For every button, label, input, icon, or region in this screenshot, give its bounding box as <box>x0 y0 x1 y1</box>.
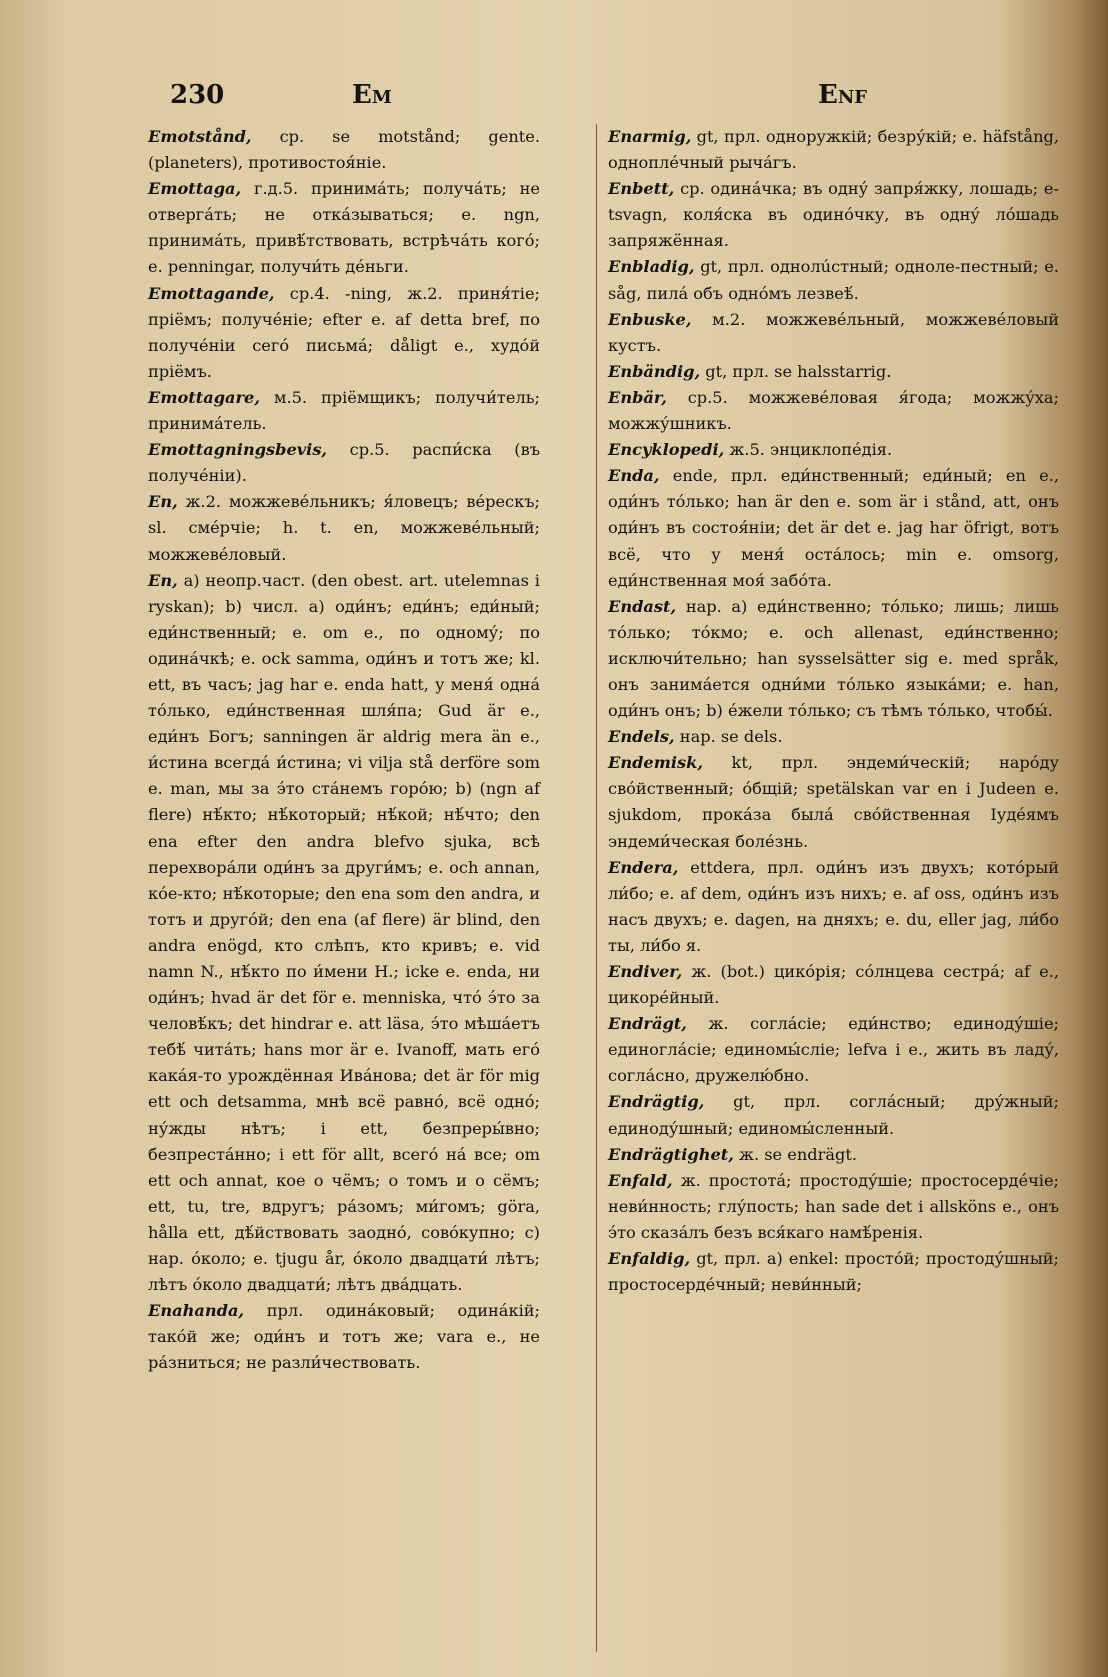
dictionary-entry <box>608 855 1059 959</box>
headword: Enda, <box>608 466 660 486</box>
headword: Enbär, <box>608 387 667 407</box>
dictionary-entry <box>608 385 1059 437</box>
headword: Enahanda, <box>148 1301 245 1321</box>
column-divider <box>596 124 597 1652</box>
entry-text: ettdera, прл. оди́нъ изъ двухъ; кото́рый ли́бо; e. af dem, оди́нъ изъ нихъ; e. af oss, оди́нъ изъ насъ двухъ; e. dagen, на дняхъ; e. du, eller jag, ли́бо ты, ли́бо я. <box>608 857 1059 955</box>
dictionary-entry <box>608 463 1059 593</box>
dictionary-entry <box>608 437 1059 463</box>
entry-text: gt, прл. se halsstarrig. <box>705 361 892 381</box>
headword: En, <box>148 570 178 590</box>
dictionary-entry <box>148 176 540 280</box>
dictionary-entry <box>608 594 1059 724</box>
entry-text: ср. se motstånd; gente. (planeters), противостоя́ніе. <box>148 127 540 173</box>
entry-text: ende, прл. еди́нственный; еди́ный; en e., оди́нъ то́лько; han är den e. som är i stånd, att, онъ оди́нъ въ состоя́ніи; det är det e. jag har öfrigt, вотъ всё, что у меня́ оста́лось; min e. omsorg, еди́нственная моя́ забо́та. <box>608 466 1059 590</box>
entry-text: м.2. можжевéльный, можжевéловый кустъ. <box>608 309 1059 355</box>
dictionary-entry <box>608 1142 1059 1168</box>
dictionary-entry <box>608 724 1059 750</box>
dictionary-entry <box>608 254 1059 306</box>
entry-text: ж. согла́сіе; еди́нство; единоду́шіе; единогла́сіе; единомы́сліе; lefva i e., жить въ ладу́, согла́сно, дружелю́бно. <box>608 1014 1059 1086</box>
headword: Endrägt, <box>608 1014 687 1034</box>
left-column <box>148 124 540 1377</box>
entry-text: a) неопр.част. (den obest. art. utelemnas i ryskan); b) числ. a) оди́нъ; еди́нъ; еди́ный; еди́нственный; e. om e., по одному́; по одина́чкѣ; e. ock samma, оди́нъ и тотъ же; kl. ett, въ часъ; jag har e. enda hatt, у меня́ одна́ то́лько, еди́нственная шля́па; Gud är e., еди́нъ Богъ; sanningen är aldrig mera än e., и́стина всегда́ и́стина; vi vilja stå derföre som e. man, мы за э́то ста́немъ горо́ю; b) (ngn af flere) нѣ́кто; нѣ́который; нѣ́кой; нѣ́что; den ena efter den andra blefvo sjuka, всѣ перехвора́ли оди́нъ за други́мъ; e. och annan, ко́е-кто; нѣ́которые; den ena som den andra, и тотъ и друго́й; den ena (af flere) är blind, den andra enögd, кто слѣпъ, кто кривъ; e. vid namn N., нѣ́кто по и́мени Н.; icke e. enda, ни оди́нъ; hvad är det för e. menniska, что́ э́то за человѣ́къ; det hindrar e. att läsa, э́то мѣша́етъ тебѣ́ чита́ть; hans mor är e. Ivanoff, мать его́ кака́я-то урождённая Ива́нова; det är för mig ett och detsamma, мнѣ всё равно́, всё одно́; ну́жды нѣтъ; i ett, безпреры́вно; безпреста́нно; i ett för allt, всего́ на́ все; om ett och annat, кое о чёмъ; о томъ и о сёмъ; ett, tu, tre, вдругъ; ра́зомъ; ми́гомъ; göra, hålla ett, дѣ́йствовать заодно́, сово́купно; c) нар. о́коло; e. tjugu år, о́коло двадцати́ лѣтъ; лѣтъ о́коло двадцати́; лѣтъ два́дцать. <box>148 570 540 1295</box>
entry-text: ж. простота́; простоду́шіе; простосерде́чіе; неви́нность; глу́пость; han sade det i allsköns e., онъ э́то сказа́лъ безъ вся́каго намѣ́ренія. <box>608 1170 1059 1242</box>
dictionary-entry <box>148 1298 540 1376</box>
entry-text: gt, прл. согла́сный; дру́жный; единоду́шный; единомы́сленный. <box>608 1092 1059 1138</box>
entry-text: ж.5. энциклопе́дія. <box>729 440 893 460</box>
dictionary-entry <box>148 281 540 385</box>
entry-text: ж.2. можжевéльникъ; я́ловецъ; вéрескъ; sl. смéрчіе; h. t. en, можжевéльный; можжевéловый. <box>148 492 540 564</box>
headword: Enbuske, <box>608 309 692 329</box>
headword: Emottagare, <box>148 387 260 407</box>
entry-text: г.д.5. принима́ть; получа́ть; не отверга́ть; не отка́зываться; e. ngn, принима́ть, привѣ́тствовать, встрѣча́ть кого́; e. penningar, получи́ть де́ньги. <box>148 179 541 277</box>
entry-text: ж. (bot.) цико́рія; со́лнцева сестра́; af e., цикоре́йный. <box>608 962 1059 1008</box>
left-guide-word: Em <box>352 80 392 110</box>
page-number: 230 <box>170 80 225 110</box>
dictionary-entry <box>608 959 1059 1011</box>
entry-text: gt, прл. a) enkel: просто́й; простоду́шный; простосерде́чный; неви́нный; <box>608 1249 1059 1295</box>
dictionary-entry <box>148 568 540 1299</box>
entry-text: kt, прл. эндеми́ческій; наро́ду сво́йственный; о́бщій; spetälskan var en i Judeen e. sjukdom, прока́за была́ сво́йственная Іуде́ямъ эндеми́ческая боле́знь. <box>608 753 1059 851</box>
headword: Enfaldig, <box>608 1249 691 1269</box>
headword: Emotstånd, <box>148 127 252 146</box>
page-header <box>160 70 1060 114</box>
entry-text: ж. se endrägt. <box>739 1144 858 1164</box>
entry-text: gt, прл. однолúстный; одноле-пестный; e. såg, пила́ объ одно́мъ лезвеѣ́. <box>608 257 1059 303</box>
headword: Enbett, <box>608 179 675 199</box>
headword: Enarmig, <box>608 127 692 146</box>
dictionary-entry <box>608 359 1059 385</box>
headword: Endemisk, <box>608 753 703 773</box>
entry-text: прл. одина́ковый; одина́кій; тако́й же; оди́нъ и тотъ же; vara e., не ра́зниться; не разли́чествовать. <box>148 1301 540 1373</box>
dictionary-entry <box>608 307 1059 359</box>
headword: Enbladig, <box>608 257 695 277</box>
headword: En, <box>148 492 178 512</box>
headword: Encyklopedi, <box>608 440 725 460</box>
headword: Endast, <box>608 596 677 616</box>
dictionary-entry <box>608 1089 1059 1141</box>
entry-text: gt, прл. одноружкій; безру́кій; e. häfstång, однопле́чный рыча́гъ. <box>608 127 1059 173</box>
headword: Emottaga, <box>148 179 242 199</box>
dictionary-entry <box>608 124 1059 176</box>
entry-text: нар. se dels. <box>679 727 783 747</box>
dictionary-entry <box>608 750 1059 854</box>
right-guide-word: Enf <box>818 80 868 110</box>
headword: Endels, <box>608 727 675 747</box>
headword: Endrägtighet, <box>608 1144 734 1164</box>
entry-text: нар. a) еди́нственно; то́лько; лишь; лишь то́лько; то́кмо; e. och allenast, еди́нственно; исключи́тельно; han sysselsätter sig e. med språk, онъ занима́ется одни́ми то́лько языка́ми; e. han, оди́нъ онъ; b) е́жели то́лько; съ тѣмъ то́лько, чтобы́. <box>608 596 1059 721</box>
dictionary-entry <box>608 1246 1059 1298</box>
headword: Emottagande, <box>148 283 275 303</box>
headword: Emottagningsbevis, <box>148 440 328 460</box>
entry-text: ср.4. -ning, ж.2. приня́тіе; пріёмъ; получе́ніе; efter e. af detta bref, по получе́ніи сего́ письма́; dåligt e., худо́й пріёмъ. <box>148 283 540 381</box>
headword: Endera, <box>608 857 679 877</box>
dictionary-entry <box>148 437 540 489</box>
entry-text: ср. одина́чка; въ одну́ запря́жку, лошадь; e-tsvagn, коля́ска въ одино́чку, въ одну́ ло́шадь запряжённая. <box>608 179 1059 251</box>
right-column <box>608 124 1059 1298</box>
dictionary-entry <box>608 1011 1059 1089</box>
headword: Endiver, <box>608 962 683 981</box>
dictionary-entry <box>148 385 540 437</box>
entry-text: ср.5. можжевéловая я́года; можжу́ха; можжу́шникъ. <box>608 387 1059 434</box>
dictionary-entry <box>148 124 540 176</box>
dictionary-entry <box>148 489 540 567</box>
entry-text: ср.5. распи́ска (въ получе́ніи). <box>148 440 540 486</box>
entry-text: м.5. пріёмщикъ; получи́тель; принима́тель. <box>148 387 540 434</box>
headword: Enfald, <box>608 1170 673 1190</box>
dictionary-entry <box>608 1168 1059 1246</box>
headword: Endrägtig, <box>608 1092 705 1112</box>
headword: Enbändig, <box>608 361 701 381</box>
dictionary-entry <box>608 176 1059 254</box>
